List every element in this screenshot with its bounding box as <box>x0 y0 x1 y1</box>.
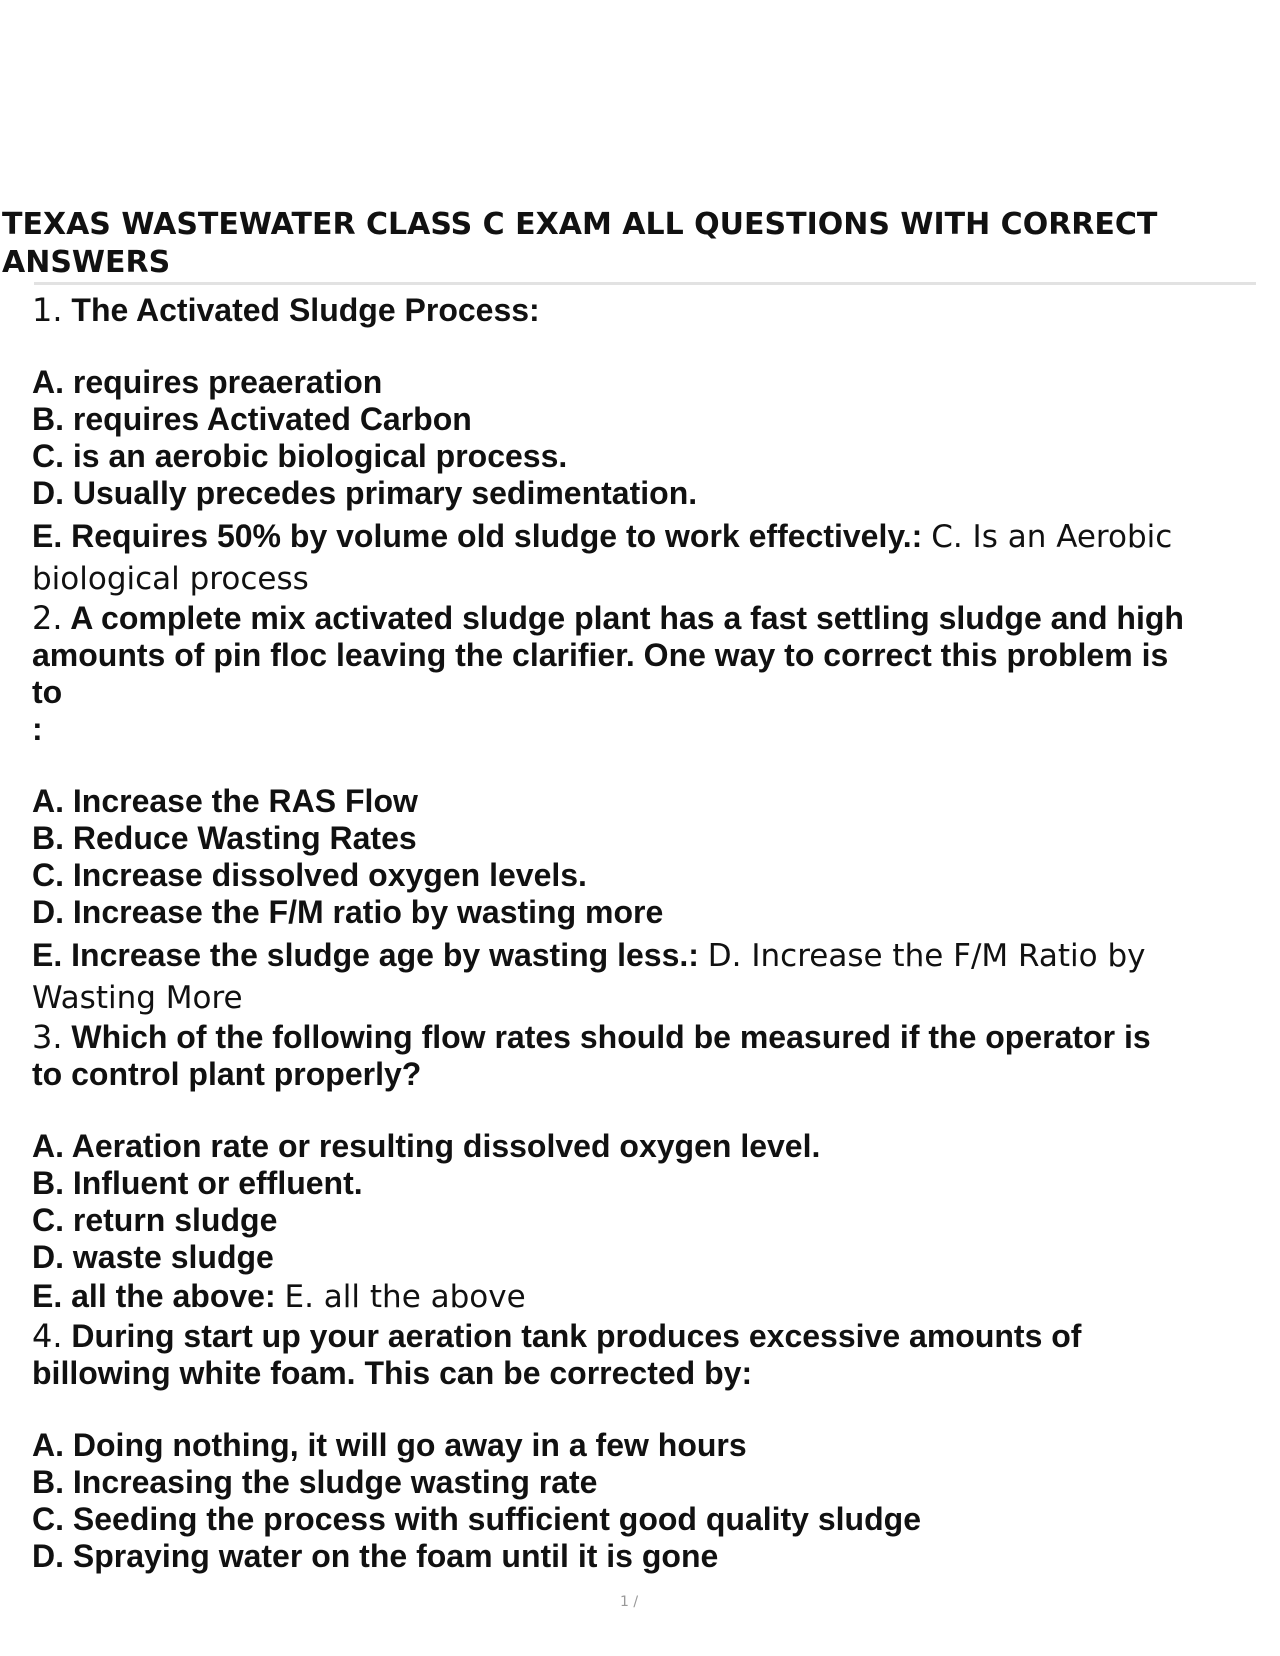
spacer <box>32 748 1252 783</box>
question-3 <box>32 1019 1252 1318</box>
title-divider <box>34 282 1256 285</box>
spacer <box>32 1392 1252 1427</box>
question-2-text-line: to <box>32 674 63 710</box>
question-4-option-a: A. Doing nothing, it will go away in a few hours <box>32 1427 747 1463</box>
question-1-option-b: B. requires Activated Carbon <box>32 401 472 437</box>
question-2-text-line: amounts of pin floc leaving the clarifier. One way to correct this problem is <box>32 637 1169 673</box>
document-title: TEXAS WASTEWATER CLASS C EXAM ALL QUESTIONS WITH CORRECT ANSWERS <box>2 207 1158 280</box>
question-2-option-b: B. Reduce Wasting Rates <box>32 820 417 856</box>
question-4-option-c: C. Seeding the process with sufficient good quality sludge <box>32 1501 921 1537</box>
question-3-answer: E. all the above <box>284 1279 526 1315</box>
question-4-option-b: B. Increasing the sludge wasting rate <box>32 1464 598 1500</box>
question-2 <box>32 600 1252 1019</box>
question-3-option-b: B. Influent or effluent. <box>32 1165 363 1201</box>
question-1-option-e: E. Requires 50% by volume old sludge to work effectively.: <box>32 518 923 554</box>
question-1-option-d: D. Usually precedes primary sedimentation. <box>32 475 698 511</box>
question-3-text-line: to control plant properly? <box>32 1056 422 1092</box>
question-2-option-d: D. Increase the F/M ratio by wasting more <box>32 894 664 930</box>
question-2-text-line: A complete mix activated sludge plant has a fast settling sludge and high <box>70 600 1184 636</box>
question-1-option-e-with-answer <box>32 516 1252 600</box>
question-2-option-a: A. Increase the RAS Flow <box>32 783 418 819</box>
question-2-text-line: : <box>32 711 43 747</box>
question-2-answer: D. Increase the F/M Ratio by Wasting More <box>32 938 1146 1016</box>
question-3-option-a: A. Aeration rate or resulting dissolved oxygen level. <box>32 1128 821 1164</box>
question-2-option-e-with-answer <box>32 935 1252 1019</box>
question-4 <box>32 1318 1252 1575</box>
question-2-prompt <box>32 600 1252 637</box>
question-1-prompt <box>32 292 1252 329</box>
spacer <box>32 329 1252 364</box>
page-number: 1 / <box>620 1594 639 1610</box>
question-4-option-d: D. Spraying water on the foam until it is gone <box>32 1538 719 1574</box>
question-3-text-line: Which of the following flow rates should be measured if the operator is <box>71 1019 1151 1055</box>
spacer <box>32 1093 1252 1128</box>
question-3-number: 3. <box>32 1018 63 1056</box>
question-1-number: 1. <box>32 291 63 329</box>
question-3-option-d: D. waste sludge <box>32 1239 274 1275</box>
question-4-prompt <box>32 1318 1252 1355</box>
question-4-text-line: During start up your aeration tank produces excessive amounts of <box>71 1318 1082 1354</box>
question-3-option-e: E. all the above: <box>32 1278 276 1314</box>
question-3-option-c: C. return sludge <box>32 1202 278 1238</box>
question-2-number: 2. <box>32 599 63 637</box>
question-3-option-e-with-answer <box>32 1276 1252 1318</box>
question-1-text-line: The Activated Sludge Process: <box>71 292 540 328</box>
question-1-answer: C. Is an Aerobic biological process <box>32 519 1173 597</box>
question-4-text-line: billowing white foam. This can be corrected by: <box>32 1355 753 1391</box>
question-3-prompt <box>32 1019 1252 1056</box>
question-1-option-c: C. is an aerobic biological process. <box>32 438 568 474</box>
question-1 <box>32 292 1252 600</box>
question-4-number: 4. <box>32 1317 63 1355</box>
question-2-option-c: C. Increase dissolved oxygen levels. <box>32 857 587 893</box>
question-1-option-a: A. requires preaeration <box>32 364 383 400</box>
question-list <box>32 292 1252 1575</box>
question-2-option-e: E. Increase the sludge age by wasting less.: <box>32 937 699 973</box>
